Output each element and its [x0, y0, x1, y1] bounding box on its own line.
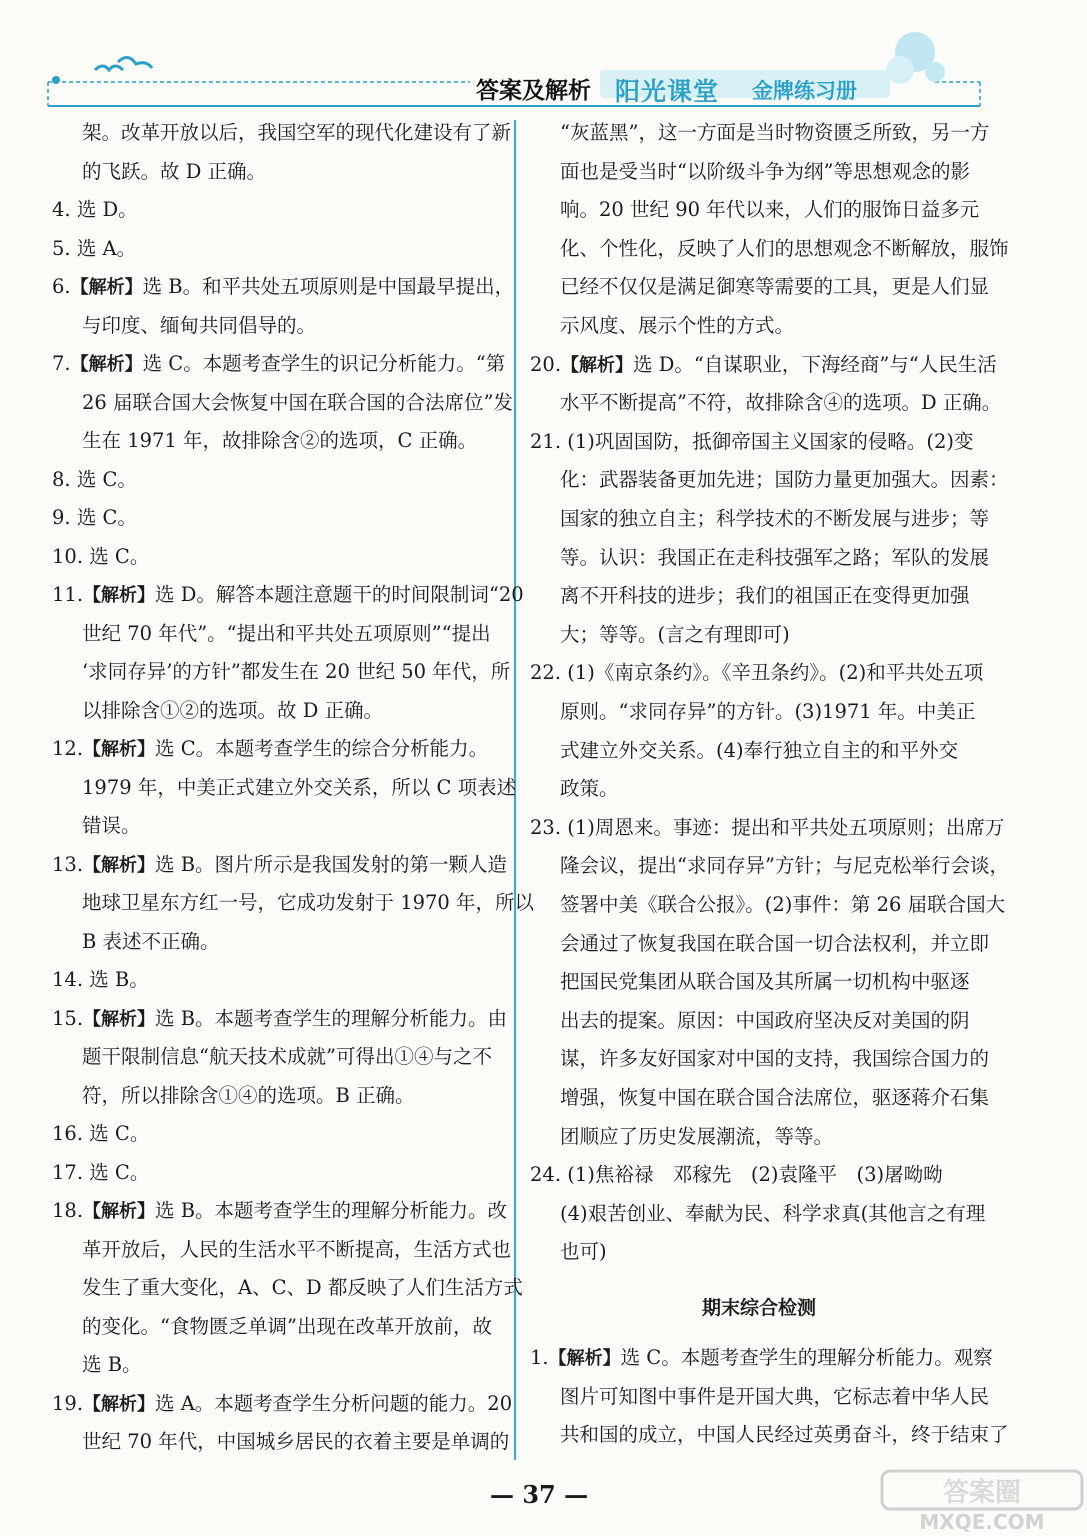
- line-text: 选 C。: [76, 467, 137, 491]
- line-text: 水平不断提高”不符，故排除含④的选项。D 正确。: [560, 391, 1002, 415]
- header-brand: 阳光课堂: [615, 77, 720, 106]
- left-column-line: [52, 1160, 149, 1187]
- left-column-line: [52, 1006, 507, 1033]
- left-column-line: [82, 698, 383, 725]
- line-text: 选 A。: [76, 236, 137, 260]
- left-column-line: [82, 1237, 511, 1264]
- page-header: [0, 0, 1087, 112]
- line-text: 选 C。: [89, 1122, 150, 1145]
- line-text: 原则。“求同存异”的方针。(3)1971 年。中美正: [560, 700, 976, 723]
- line-text: 隆会议，提出“求同存异”方针；与尼克松举行会谈，: [560, 854, 1009, 878]
- line-text: 会通过了恢复我国在联合国一切合法权利，并立即: [560, 931, 990, 955]
- line-text: 生在 1971 年，故排除含②的选项，C 正确。: [82, 429, 478, 452]
- right-column-line: [530, 1162, 943, 1189]
- analysis-tag: 【解析】: [70, 354, 143, 375]
- left-column-line: [82, 313, 316, 340]
- item-number: 1.: [530, 1346, 549, 1369]
- right-column-tail-line: [560, 1422, 1009, 1449]
- left-column-line: [82, 775, 516, 802]
- item-number: 7.: [52, 352, 71, 375]
- right-column-line: [560, 236, 1009, 263]
- line-text: 题干限制信息“航天技术成就”可得出①④与之不: [82, 1045, 492, 1068]
- right-column-line: [560, 467, 1009, 494]
- line-text: 选 C。: [89, 1160, 150, 1184]
- line-text: 选 D。: [76, 198, 138, 221]
- line-text: 错误。: [82, 814, 141, 837]
- analysis-tag: 【解析】: [561, 354, 634, 376]
- right-column-line: [560, 699, 975, 726]
- right-column-line: [560, 1085, 989, 1112]
- right-column-line: [530, 429, 973, 456]
- right-column-line: [560, 583, 970, 610]
- line-text: 选 A。本题考查学生分析问题的能力。20: [155, 1391, 513, 1415]
- left-column-line: [52, 967, 149, 994]
- right-column-line: [530, 815, 1004, 842]
- left-column-line: [52, 505, 137, 532]
- right-column-line: [560, 274, 989, 301]
- right-column-line: [560, 892, 1005, 919]
- analysis-tag: 【解析】: [83, 585, 156, 606]
- left-column-line: [52, 1121, 149, 1148]
- line-text: 把国民党集团从联合国及其所属一切机构中驱逐: [560, 970, 970, 994]
- line-text: 1979 年，中美正式建立外交关系，所以 C 项表述: [82, 775, 517, 799]
- line-text: 政策。: [560, 777, 619, 801]
- right-column-line: [560, 159, 970, 186]
- line-text: (1)巩固国防，抵御帝国主义国家的侵略。(2)变: [567, 429, 974, 453]
- line-text: 架。改革开放以后，我国空军的现代化建设有了新: [82, 121, 512, 144]
- line-text: 革开放后，人民的生活水平不断提高，生活方式也: [82, 1237, 512, 1261]
- line-text: 已经不仅仅是满足御寒等需要的工具，更是人们显: [560, 275, 990, 299]
- line-text: 面也是受当时“以阶级斗争为纲”等思想观念的影: [560, 159, 970, 183]
- left-column-line: [82, 1429, 509, 1456]
- left-column-line: [82, 428, 477, 455]
- left-column-line: [52, 274, 514, 301]
- line-text: 选 B。本题考查学生的理解分析能力。改: [155, 1199, 508, 1222]
- left-column-line: [82, 890, 534, 917]
- right-column-line: [560, 545, 989, 572]
- right-column-line: [560, 506, 989, 533]
- right-column-tail-line: [560, 1384, 989, 1411]
- item-number: 10.: [52, 544, 90, 568]
- line-text: 化、个性化，反映了人们的思想观念不断解放，服饰: [560, 236, 1009, 260]
- right-column-line: [560, 622, 790, 649]
- line-text: (1)周恩来。事迹：提出和平共处五项原则；出席万: [567, 815, 1005, 839]
- header-series: 金牌练习册: [752, 79, 857, 103]
- analysis-tag: 【解析】: [83, 854, 156, 876]
- line-text: 式建立外交关系。(4)奉行独立自主的和平外交: [560, 738, 959, 762]
- item-number: 17.: [52, 1160, 90, 1184]
- line-text: 选 C。本题考查学生的识记分析能力。“第: [142, 352, 506, 375]
- line-text: 出去的提案。原因：中国政府坚决反对美国的阴: [560, 1008, 970, 1032]
- right-column-line: [560, 969, 970, 996]
- line-text: 地球卫星东方红一号，它成功发射于 1970 年，所以: [82, 891, 535, 914]
- item-number: 4.: [52, 198, 77, 221]
- line-text: 的飞跃。故 D 正确。: [82, 159, 267, 183]
- right-column-line: [560, 390, 1001, 417]
- line-text: 选 B。和平共处五项原则是中国最早提出，: [142, 275, 515, 298]
- line-text: B 表述不正确。: [82, 929, 220, 953]
- line-text: 选 B。图片所示是我国发射的第一颗人造: [155, 852, 508, 876]
- item-number: 14.: [52, 968, 90, 991]
- line-text: 符，所以排除含①④的选项。B 正确。: [82, 1083, 415, 1107]
- line-text: 选 B。本题考查学生的理解分析能力。由: [155, 1006, 508, 1030]
- left-column-line: [82, 120, 511, 147]
- line-text: 选 C。: [76, 506, 137, 529]
- item-number: 5.: [52, 236, 77, 260]
- line-text: 也可): [560, 1240, 607, 1264]
- line-text: 响。20 世纪 90 年代以来，人们的服饰日益多元: [560, 198, 980, 222]
- right-column-line: [560, 1239, 607, 1266]
- left-column-line: [82, 1275, 523, 1302]
- line-text: 团顺应了历史发展潮流，等等。: [560, 1124, 834, 1148]
- line-text: 谋，许多友好国家对中国的支持，我国综合国力的: [560, 1047, 990, 1071]
- line-text: 离不开科技的进步；我们的祖国正在变得更加强: [560, 584, 970, 608]
- left-column-line: [52, 544, 149, 571]
- line-text: 国家的独立自主；科学技术的不断发展与进步；等: [560, 507, 990, 530]
- line-text: 发生了重大变化，A、C、D 都反映了人们生活方式: [82, 1276, 523, 1299]
- item-number: 9.: [52, 506, 77, 529]
- line-text: 图片可知图中事件是开国大典，它标志着中华人民: [560, 1384, 990, 1408]
- line-text: 与印度、缅甸共同倡导的。: [82, 313, 317, 337]
- analysis-tag: 【解析】: [548, 1348, 621, 1369]
- right-column-line: [560, 931, 989, 958]
- left-column-line: [82, 1044, 492, 1071]
- left-column-line: [52, 1198, 507, 1225]
- right-column-line: [560, 776, 619, 803]
- item-number: 19.: [52, 1391, 84, 1415]
- left-column-line: [52, 467, 137, 494]
- right-column-line: [560, 1008, 970, 1035]
- right-column-line: [560, 1201, 985, 1228]
- line-text: 化：武器装备更加先进；国防力量更加强大。因素：: [560, 468, 1009, 492]
- line-text: 选 C。本题考查学生的综合分析能力。: [155, 737, 489, 760]
- left-column-line: [52, 1391, 512, 1418]
- line-text: 示风度、展示个性的方式。: [560, 314, 795, 337]
- section-title: 期末综合检测: [702, 1297, 817, 1319]
- item-number: 12.: [52, 737, 84, 760]
- line-text: 选 C。: [89, 544, 150, 568]
- analysis-tag: 【解析】: [83, 1201, 156, 1222]
- line-text: 的变化。“食物匮乏单调”出现在改革开放前，故: [82, 1314, 492, 1338]
- analysis-tag: 【解析】: [83, 739, 156, 760]
- line-text: 签署中美《联合公报》。(2)事件：第 26 届联合国大: [560, 893, 1006, 916]
- left-column-line: [82, 659, 510, 686]
- line-text: “灰蓝黑”，这一方面是当时物资匮乏所致，另一方: [560, 121, 990, 144]
- right-column-line: [560, 1124, 833, 1151]
- left-column-line: [82, 621, 491, 648]
- right-column-line: [560, 738, 958, 765]
- line-text: 选 B。: [82, 1353, 142, 1376]
- item-number: 22.: [530, 661, 568, 685]
- left-column-line: [82, 929, 220, 956]
- header-answer-label: 答案及解析: [476, 78, 591, 104]
- svg-text:MXQE.COM: MXQE.COM: [919, 1510, 1045, 1534]
- page-number: — 37 —: [490, 1480, 589, 1509]
- right-column-line: [560, 853, 1009, 880]
- left-column-line: [82, 390, 513, 417]
- left-column-line: [82, 1083, 415, 1110]
- item-number: 8.: [52, 467, 77, 491]
- analysis-tag: 【解析】: [83, 1393, 156, 1415]
- line-text: (1)《南京条约》。《辛丑条约》。(2)和平共处五项: [567, 661, 984, 685]
- analysis-tag: 【解析】: [83, 1008, 156, 1030]
- line-text: 选 D。“自谋职业，下海经商”与“人民生活: [633, 352, 997, 376]
- item-number: 6.: [52, 275, 71, 298]
- left-column-line: [82, 1352, 142, 1379]
- left-column-line: [52, 351, 505, 378]
- right-column-line: [530, 660, 983, 687]
- line-text: 26 届联合国大会恢复中国在联合国的合法席位”发: [82, 390, 513, 414]
- line-text: ‘求同存异’的方针”都发生在 20 世纪 50 年代，所: [82, 660, 511, 683]
- line-text: (1)焦裕禄 邓稼先 (2)袁隆平 (3)屠呦呦: [567, 1163, 943, 1187]
- right-column-tail-line: [530, 1345, 993, 1372]
- svg-text:答案圈: 答案圈: [942, 1478, 1022, 1508]
- left-column-line: [82, 1314, 492, 1341]
- item-number: 23.: [530, 815, 568, 839]
- item-number: 13.: [52, 852, 84, 876]
- analysis-tag: 【解析】: [70, 277, 143, 298]
- item-number: 18.: [52, 1199, 84, 1222]
- line-text: 等。认识：我国正在走科技强军之路；军队的发展: [560, 545, 990, 569]
- right-column-line: [530, 352, 997, 379]
- line-text: (4)艰苦创业、奉献为民、科学求真(其他言之有理: [560, 1201, 986, 1225]
- item-number: 15.: [52, 1006, 84, 1030]
- line-text: 选 C。本题考查学生的理解分析能力。观察: [620, 1346, 993, 1369]
- line-text: 共和国的成立，中国人民经过英勇奋斗，终于结束了: [560, 1423, 1009, 1447]
- item-number: 24.: [530, 1163, 568, 1187]
- left-column-line: [52, 852, 507, 879]
- left-column-line: [52, 236, 136, 263]
- line-text: 选 B。: [89, 968, 149, 991]
- left-column-line: [52, 582, 524, 609]
- line-text: 世纪 70 年代”。“提出和平共处五项原则”“提出: [82, 621, 491, 645]
- right-column-line: [560, 313, 794, 340]
- item-number: 21.: [530, 429, 568, 453]
- line-text: 增强，恢复中国在联合国合法席位，驱逐蒋介石集: [560, 1086, 990, 1109]
- left-column-line: [52, 197, 138, 224]
- line-text: 世纪 70 年代，中国城乡居民的衣着主要是单调的: [82, 1430, 510, 1453]
- left-column-line: [82, 159, 266, 186]
- line-text: 大；等等。(言之有理即可): [560, 622, 790, 646]
- right-column-line: [560, 197, 979, 224]
- line-text: 以排除含①②的选项。故 D 正确。: [82, 698, 384, 722]
- right-column-line: [560, 1046, 989, 1073]
- item-number: 11.: [52, 583, 84, 606]
- left-column-line: [52, 736, 488, 763]
- left-column-line: [82, 813, 141, 840]
- right-column-line: [560, 120, 989, 147]
- line-text: 选 D。解答本题注意题干的时间限制词“20: [155, 583, 524, 606]
- watermark-logo: [880, 1465, 1085, 1535]
- item-number: 16.: [52, 1122, 90, 1145]
- item-number: 20.: [530, 352, 562, 376]
